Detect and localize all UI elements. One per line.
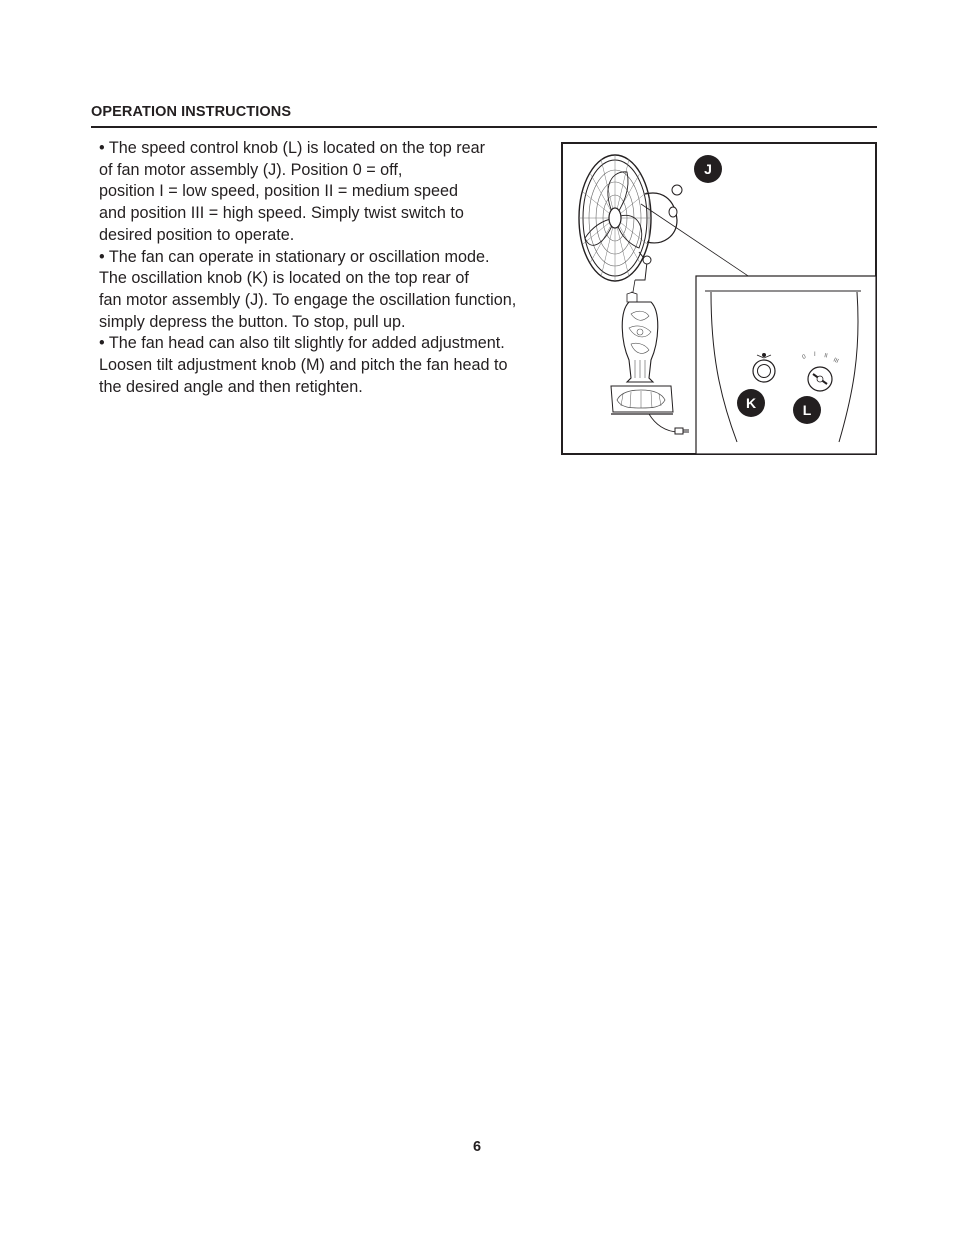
fan-diagram bbox=[561, 142, 877, 455]
section-heading: OPERATION INSTRUCTIONS bbox=[91, 104, 292, 120]
page-number: 6 bbox=[472, 1139, 482, 1155]
instruction-line: desired position to operate. bbox=[99, 225, 295, 244]
instruction-line: The oscillation knob (K) is located on the top rear of bbox=[99, 269, 469, 288]
callout-l-label: L bbox=[802, 402, 812, 418]
dial-mark-2: II bbox=[823, 353, 828, 360]
dial-mark-0: 0 bbox=[801, 354, 807, 361]
instruction-line: simply depress the button. To stop, pull up. bbox=[99, 312, 406, 331]
instruction-line: the desired angle and then retighten. bbox=[99, 377, 363, 396]
callout-j bbox=[694, 155, 722, 183]
detail-inset bbox=[696, 276, 876, 454]
callout-k-label: K bbox=[745, 395, 757, 411]
instruction-line: and position III = high speed. Simply twist switch to bbox=[99, 204, 464, 223]
callout-l bbox=[793, 396, 821, 424]
callout-j-label: J bbox=[704, 161, 712, 177]
dial-mark-3: III bbox=[832, 357, 840, 365]
instruction-line: • The fan can operate in stationary or oscillation mode. bbox=[99, 247, 490, 266]
instruction-line: • The fan head can also tilt slightly for added adjustment. bbox=[99, 334, 505, 353]
instruction-line: fan motor assembly (J). To engage the oscillation function, bbox=[99, 290, 517, 309]
instruction-line: • The speed control knob (L) is located on the top rear bbox=[99, 139, 486, 157]
heading-rule bbox=[91, 126, 877, 128]
dial-mark-1: I bbox=[814, 352, 816, 358]
callout-k bbox=[737, 389, 765, 417]
instruction-line: position I = low speed, position II = medium speed bbox=[99, 182, 459, 201]
instructions-text bbox=[99, 138, 559, 398]
instruction-line: of fan motor assembly (J). Position 0 = off, bbox=[99, 160, 403, 179]
instruction-line: Loosen tilt adjustment knob (M) and pitch the fan head to bbox=[99, 356, 508, 375]
